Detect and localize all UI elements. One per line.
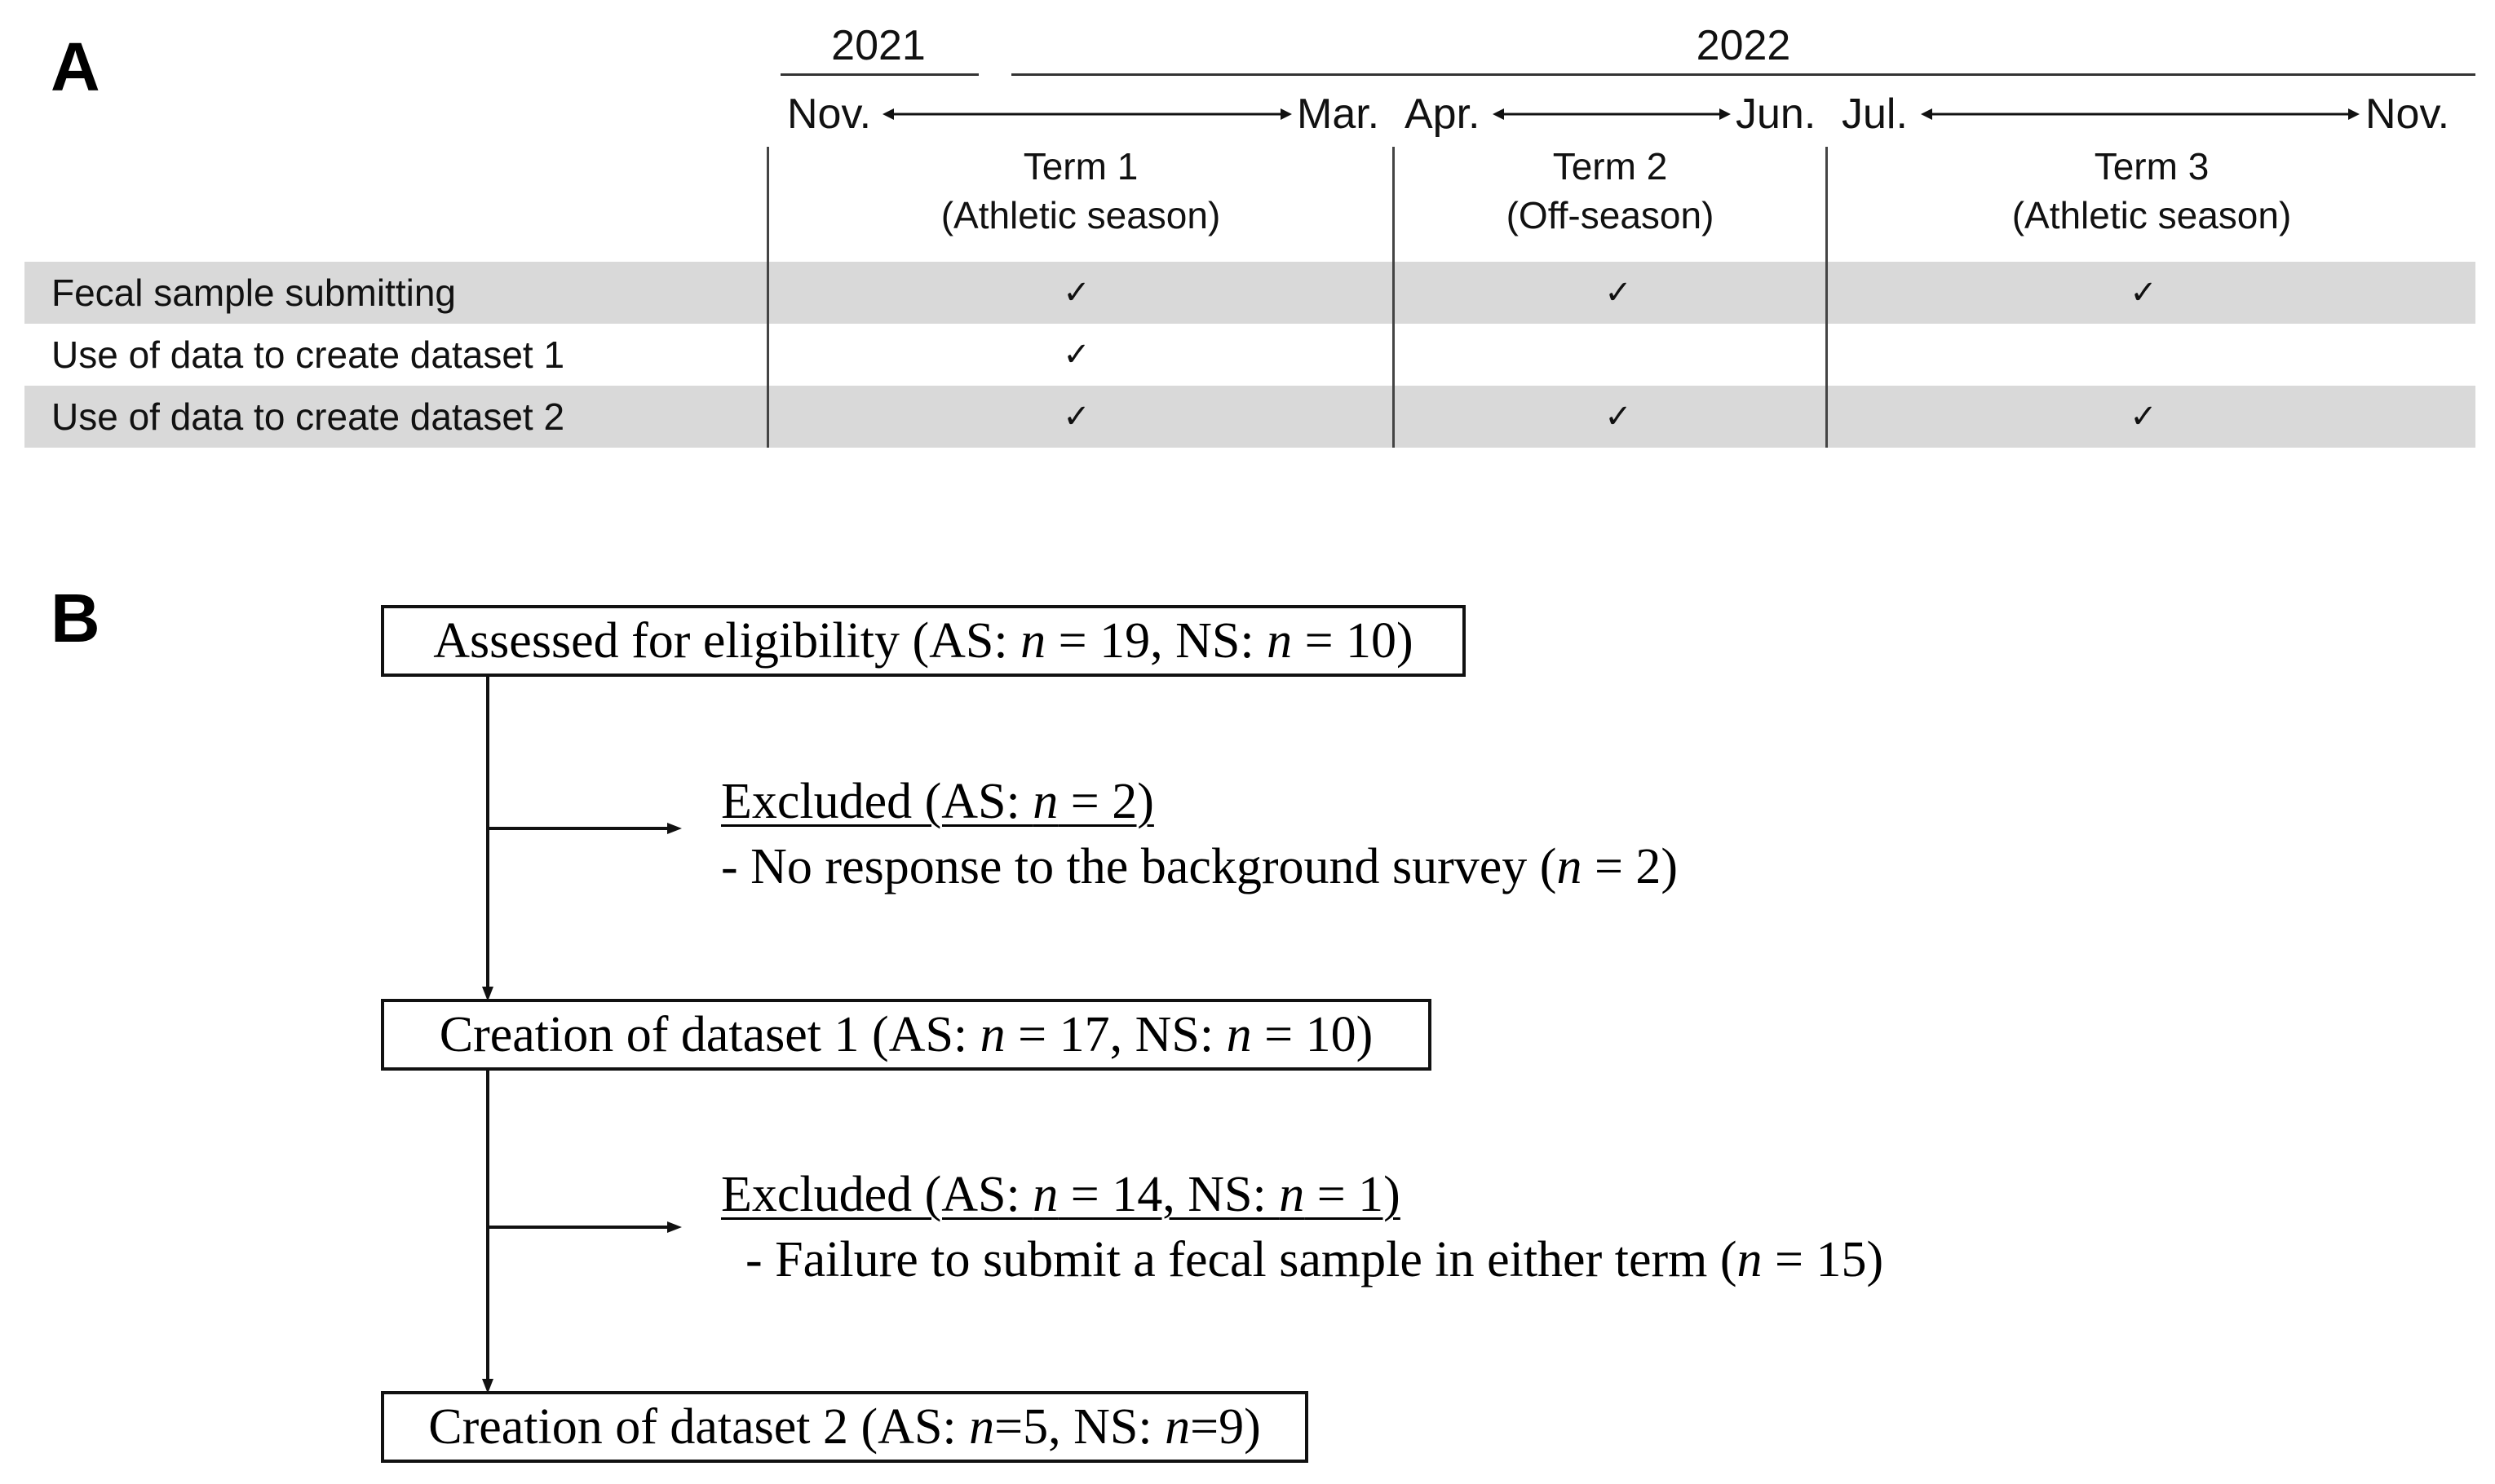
month-jul: Jul. bbox=[1842, 91, 1908, 138]
month-jun: Jun. bbox=[1736, 91, 1816, 138]
row-label-dataset2: Use of data to create dataset 2 bbox=[51, 395, 565, 438]
check-mark: ✓ bbox=[1063, 398, 1090, 435]
row-label-fecal: Fecal sample submitting bbox=[51, 272, 456, 314]
panel-a-label: A bbox=[51, 29, 100, 105]
panel-b-label: B bbox=[51, 580, 100, 656]
term-1-season: (Athletic season) bbox=[940, 194, 1221, 236]
check-mark: ✓ bbox=[2130, 398, 2157, 435]
dataset-1-box bbox=[381, 999, 1431, 1071]
exclusion-2-title: Excluded (AS: n = 14, NS: n = 1) bbox=[721, 1167, 1400, 1222]
eligibility-box bbox=[381, 605, 1466, 677]
dataset-2-text: Creation of dataset 2 (AS: n=5, NS: n=9) bbox=[428, 1399, 1261, 1455]
eligibility-text: Assessed for eligibility (AS: n = 19, NS: n = 10) bbox=[433, 613, 1413, 669]
term-3-name: Term 3 bbox=[2094, 145, 2210, 188]
term-1-name: Term 1 bbox=[1023, 145, 1139, 188]
term-2-season: (Off-season) bbox=[1506, 194, 1714, 236]
dataset-2-box bbox=[381, 1391, 1308, 1463]
term-2-name: Term 2 bbox=[1552, 145, 1668, 188]
month-nov-end: Nov. bbox=[2365, 91, 2450, 138]
exclusion-1-title: Excluded (AS: n = 2) bbox=[721, 774, 1154, 829]
month-apr: Apr. bbox=[1405, 91, 1480, 138]
year-2022: 2022 bbox=[1696, 22, 1791, 69]
check-mark: ✓ bbox=[1604, 398, 1632, 435]
check-mark: ✓ bbox=[1604, 274, 1632, 311]
row-label-dataset1: Use of data to create dataset 1 bbox=[51, 333, 565, 376]
check-mark: ✓ bbox=[1063, 336, 1090, 373]
month-nov-start: Nov. bbox=[787, 91, 872, 138]
month-mar: Mar. bbox=[1297, 91, 1380, 138]
dataset-1-text: Creation of dataset 1 (AS: n = 17, NS: n = 10) bbox=[439, 1007, 1374, 1062]
check-mark: ✓ bbox=[2130, 274, 2157, 311]
year-2021: 2021 bbox=[831, 22, 926, 69]
term-3-season: (Athletic season) bbox=[2011, 194, 2292, 236]
exclusion-1-reason: - No response to the background survey (n = 2) bbox=[721, 839, 1679, 894]
check-mark: ✓ bbox=[1063, 274, 1090, 311]
exclusion-2-reason: - Failure to submit a fecal sample in either term (n = 15) bbox=[745, 1232, 1884, 1287]
